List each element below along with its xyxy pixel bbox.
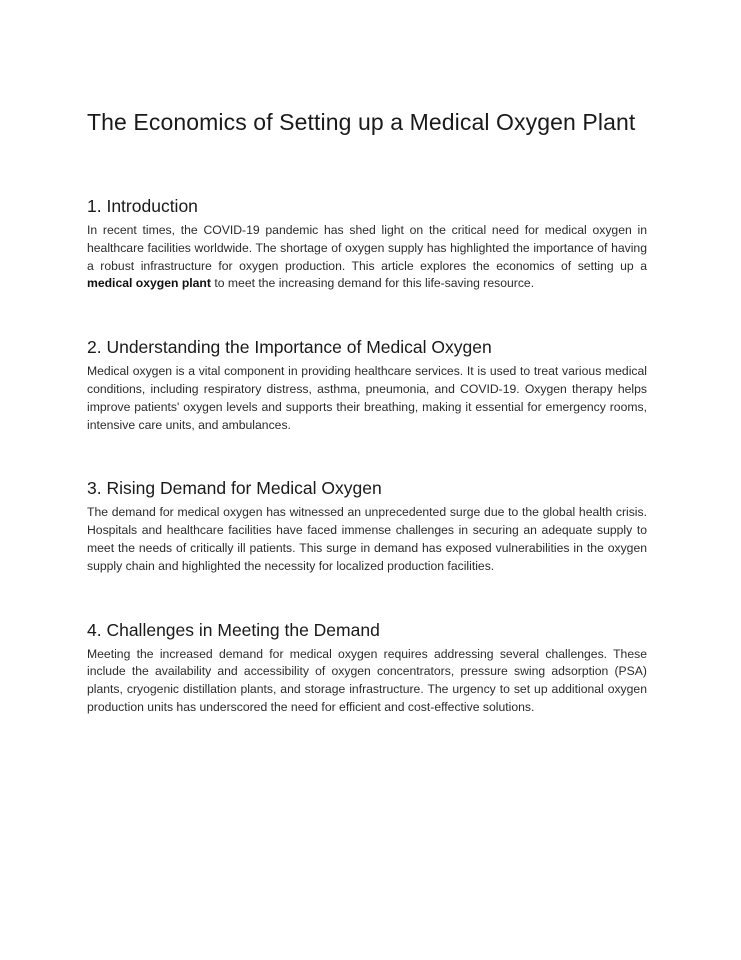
document-page [87,106,647,759]
bold-keyword: medical oxygen plant [87,276,211,291]
paragraph-text: to meet the increasing demand for this life-saving resource. [210,276,535,291]
section-heading: 1. Introduction [87,196,198,216]
section-paragraph: The demand for medical oxygen has witnessed an unprecedented surge due to the global health crisis. Hospitals and healthcare facilities have faced immense challenges in securing an adequate supply to meet the needs of critically ill patients. This surge in demand has exposed vulnerabilities in the oxygen supply chain and highlighted the necessity for localized production facilities. [87,505,647,573]
section-heading: 4. Challenges in Meeting the Demand [87,619,380,640]
section-introduction [87,194,647,293]
document-title: The Economics of Setting up a Medical Oxygen Plant [87,109,636,135]
section-paragraph: Medical oxygen is a vital component in providing healthcare services. It is used to treat various medical conditions, including respiratory distress, asthma, pneumonia, and COVID-19. Oxygen therapy helps improve patients' oxygen levels and supports their breathing, making it essential for emergency rooms, intensive care units, and ambulances. [87,364,647,432]
section-importance [87,335,647,434]
section-paragraph: Meeting the increased demand for medical oxygen requires addressing several challenges. These include the availability and accessibility of oxygen concentrators, pressure swing adsorption (PSA) plants, cryogenic distillation plants, and storage infrastructure. The urgency to set up additional oxygen production units has underscored the need for efficient and cost-effective solutions. [87,646,647,714]
section-heading: 3. Rising Demand for Medical Oxygen [87,478,382,499]
section-heading: 2. Understanding the Importance of Medical Oxygen [87,337,492,358]
section-rising-demand [87,476,647,575]
section-challenges [87,618,647,717]
section-paragraph [87,222,647,293]
paragraph-text: In recent times, the COVID-19 pandemic has shed light on the critical need for medical oxygen in healthcare facilities worldwide. The shortage of oxygen supply has highlighted the importance of having a robust infrastructure for oxygen production. This article explores the economics of setting up a [87,223,647,273]
